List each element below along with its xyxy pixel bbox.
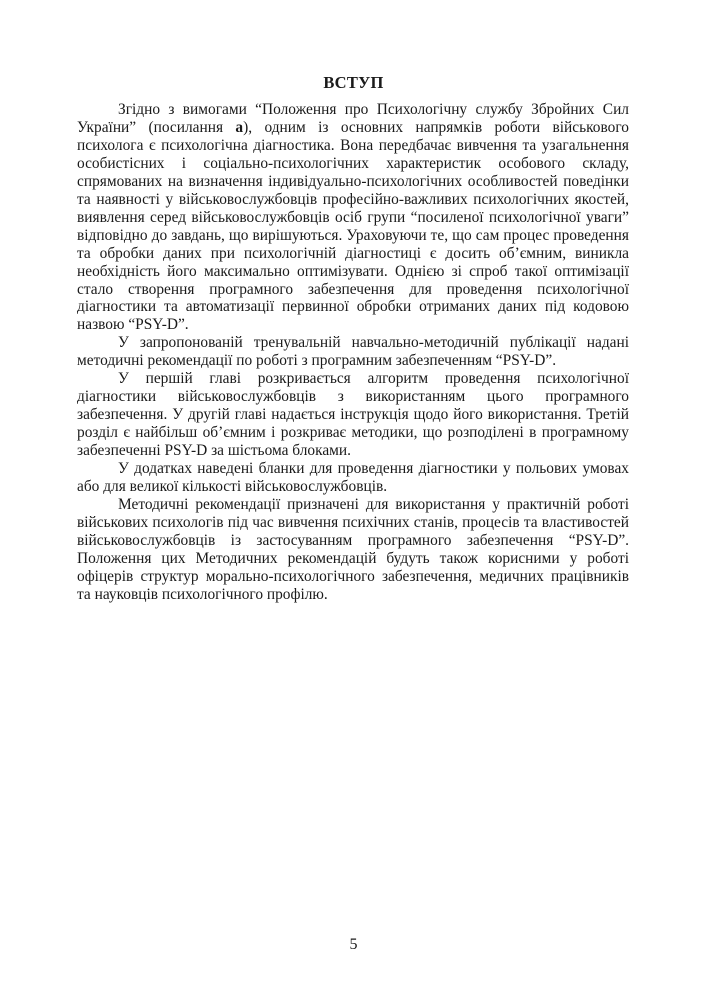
section-heading: ВСТУП — [323, 73, 384, 92]
paragraph-1: Згідно з вимогами “Положення про Психологічну службу Збройних Сил України” (посилання а), одним із основних напрямків роботи військового психолога є психологічна діагностика. Вона передбачає вивчення та узагальнення особистісних і соціально-психологічних характеристик особового складу, спрямованих на визначення індивідуально-психологічних особливостей поведінки та наявності у військовослужбовців професійно-важливих психологічних якостей, виявлення серед військовослужбовців осіб групи “посиленої психологічної уваги” відповідно до завдань, що вирішуються. Ураховуючи те, що сам процес проведення та обробки даних при психологічній діагностиці є досить об’ємним, виникла необхідність його максимально оптимізувати. Однією зі спроб такої оптимізації стало створення програмного забезпечення для проведення психологічної діагностики та автоматизації первинної обробки отриманих даних під кодовою назвою “PSY-D”. — [77, 101, 629, 334]
body-text — [77, 101, 629, 604]
paragraph-2: У запропонованій тренувальній навчально-методичній публікації надані методичні рекомендації по роботі з програмним забезпеченням “PSY-D”. — [77, 334, 629, 370]
paragraph-5: Методичні рекомендації призначені для використання у практичній роботі військових психологів під час вивчення психічних станів, процесів та властивостей військовослужбовців із застосуванням програмного забезпечення “PSY-D”. Положення цих Методичних рекомендацій будуть також корисними у роботі офіцерів структур морально-психологічного забезпечення, медичних працівників та науковців психологічного профілю. — [77, 495, 629, 603]
paragraph-4: У додатках наведені бланки для проведення діагностики у польових умовах або для великої кількості військовослужбовців. — [77, 460, 629, 496]
paragraph-3: У першій главі розкривається алгоритм проведення психологічної діагностики військовослужбовців з використанням цього програмного забезпечення. У другій главі надається інструкція щодо його використання. Третій розділ є найбільш об’ємним і розкриває методики, що розподілені в програмному забезпеченні PSY-D за шістьома блоками. — [77, 370, 629, 460]
page-number: 5 — [349, 936, 358, 953]
